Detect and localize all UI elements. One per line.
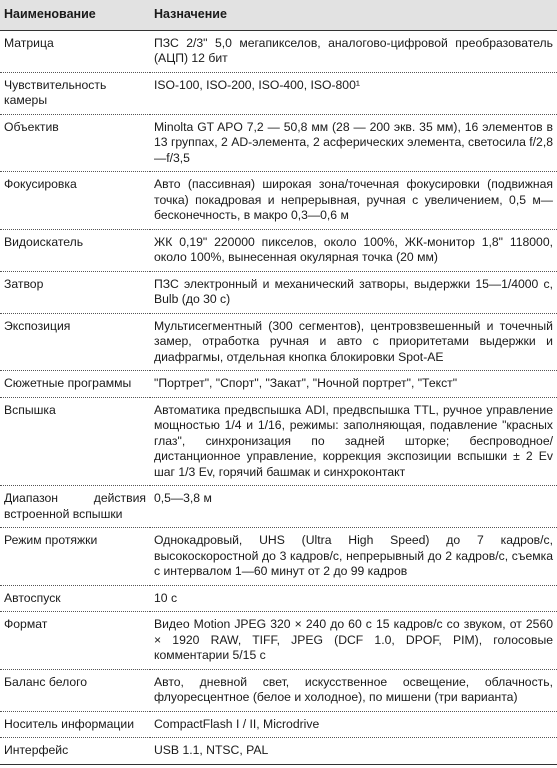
column-header-name: Наименование (0, 0, 150, 30)
table-header-row (0, 0, 557, 30)
table-row (0, 711, 557, 738)
table-row (0, 271, 557, 313)
table-row (0, 371, 557, 398)
table-row (0, 114, 557, 172)
table-row (0, 313, 557, 371)
row-value: Однокадровый, UHS (Ultra High Speed) до 7 кадров/с, высокоскоростной до 3 кадров/с, непрерывный до 2 кадров/с, съемка с интервалом 1—60 минут от 2 до 99 кадров (150, 528, 557, 586)
table-row (0, 72, 557, 114)
row-name: Носитель информации (0, 711, 150, 738)
row-value: 10 с (150, 585, 557, 612)
row-name: Затвор (0, 271, 150, 313)
row-name: Баланс белого (0, 669, 150, 711)
table-row (0, 738, 557, 765)
row-name: Экспозиция (0, 313, 150, 371)
row-name: Интерфейс (0, 738, 150, 765)
table-row (0, 397, 557, 486)
table-row (0, 172, 557, 230)
row-value: Видео Motion JPEG 320 × 240 до 60 с 15 кадров/с со звуком, от 2560 × 1920 RAW, TIFF, JPEG (DCF 1.0, DPOF, PIM), голосовые комментарии 5/15 с (150, 612, 557, 670)
table-row (0, 486, 557, 528)
row-name: Фокусировка (0, 172, 150, 230)
row-name: Диапазон действия встроенной вспышки (0, 486, 150, 528)
row-name: Формат (0, 612, 150, 670)
row-value: Minolta GT APO 7,2 — 50,8 мм (28 — 200 экв. 35 мм), 16 элементов в 13 группах, 2 AD-элемента, 2 асферических элемента, светосила f/2,8—f/3,5 (150, 114, 557, 172)
row-name: Режим протяжки (0, 528, 150, 586)
row-value: ISO-100, ISO-200, ISO-400, ISO-800¹ (150, 72, 557, 114)
row-value: CompactFlash I / II, Microdrive (150, 711, 557, 738)
row-name: Видоискатель (0, 229, 150, 271)
row-value: Автоматика предвспышка ADI, предвспышка TTL, ручное управление мощностью 1/4 и 1/16, режимы: заполняющая, подавление "красных глаз", синхронизация по задней шторке; беспроводное/дистанционное управление, коррекция экспозиции вспышки ± 2 Ev шаг 1/3 Ev, горячий башмак и синхроконтакт (150, 397, 557, 486)
row-value: Авто (пассивная) широкая зона/точечная фокусировки (подвижная точка) покадровая и непрерывная, ручная с увеличением, 0,5 м—бесконечность, в макро 0,3—0,6 м (150, 172, 557, 230)
table-row (0, 30, 557, 72)
row-value: Мультисегментный (300 сегментов), центровзвешенный и точечный замер, отработка ручная и авто с приоритетами выдержки и диафрагмы, отдельная кнопка блокировки Spot-AE (150, 313, 557, 371)
row-value: ПЗС электронный и механический затворы, выдержки 15—1/4000 с, Bulb (до 30 с) (150, 271, 557, 313)
table-row (0, 669, 557, 711)
row-name: Автоспуск (0, 585, 150, 612)
table-row (0, 528, 557, 586)
row-name: Чувствительность камеры (0, 72, 150, 114)
row-name: Вспышка (0, 397, 150, 486)
row-value: ЖК 0,19" 220000 пикселов, около 100%, ЖК-монитор 1,8" 118000, около 100%, вынесенная окулярная точка (20 мм) (150, 229, 557, 271)
row-value: "Портрет", "Спорт", "Закат", "Ночной портрет", "Текст" (150, 371, 557, 398)
row-name: Объектив (0, 114, 150, 172)
table-row (0, 585, 557, 612)
row-value: ПЗС 2/3" 5,0 мегапикселов, аналогово-цифровой преобразователь (АЦП) 12 бит (150, 30, 557, 72)
row-value: 0,5—3,8 м (150, 486, 557, 528)
row-value: USB 1.1, NTSC, PAL (150, 738, 557, 765)
row-value: Авто, дневной свет, искусственное освещение, облачность, флуоресцентное (белое и холодное), по мишени (три варианта) (150, 669, 557, 711)
column-header-purpose: Назначение (150, 0, 557, 30)
table-row (0, 229, 557, 271)
row-name: Матрица (0, 30, 150, 72)
table-row (0, 612, 557, 670)
row-name: Сюжетные программы (0, 371, 150, 398)
